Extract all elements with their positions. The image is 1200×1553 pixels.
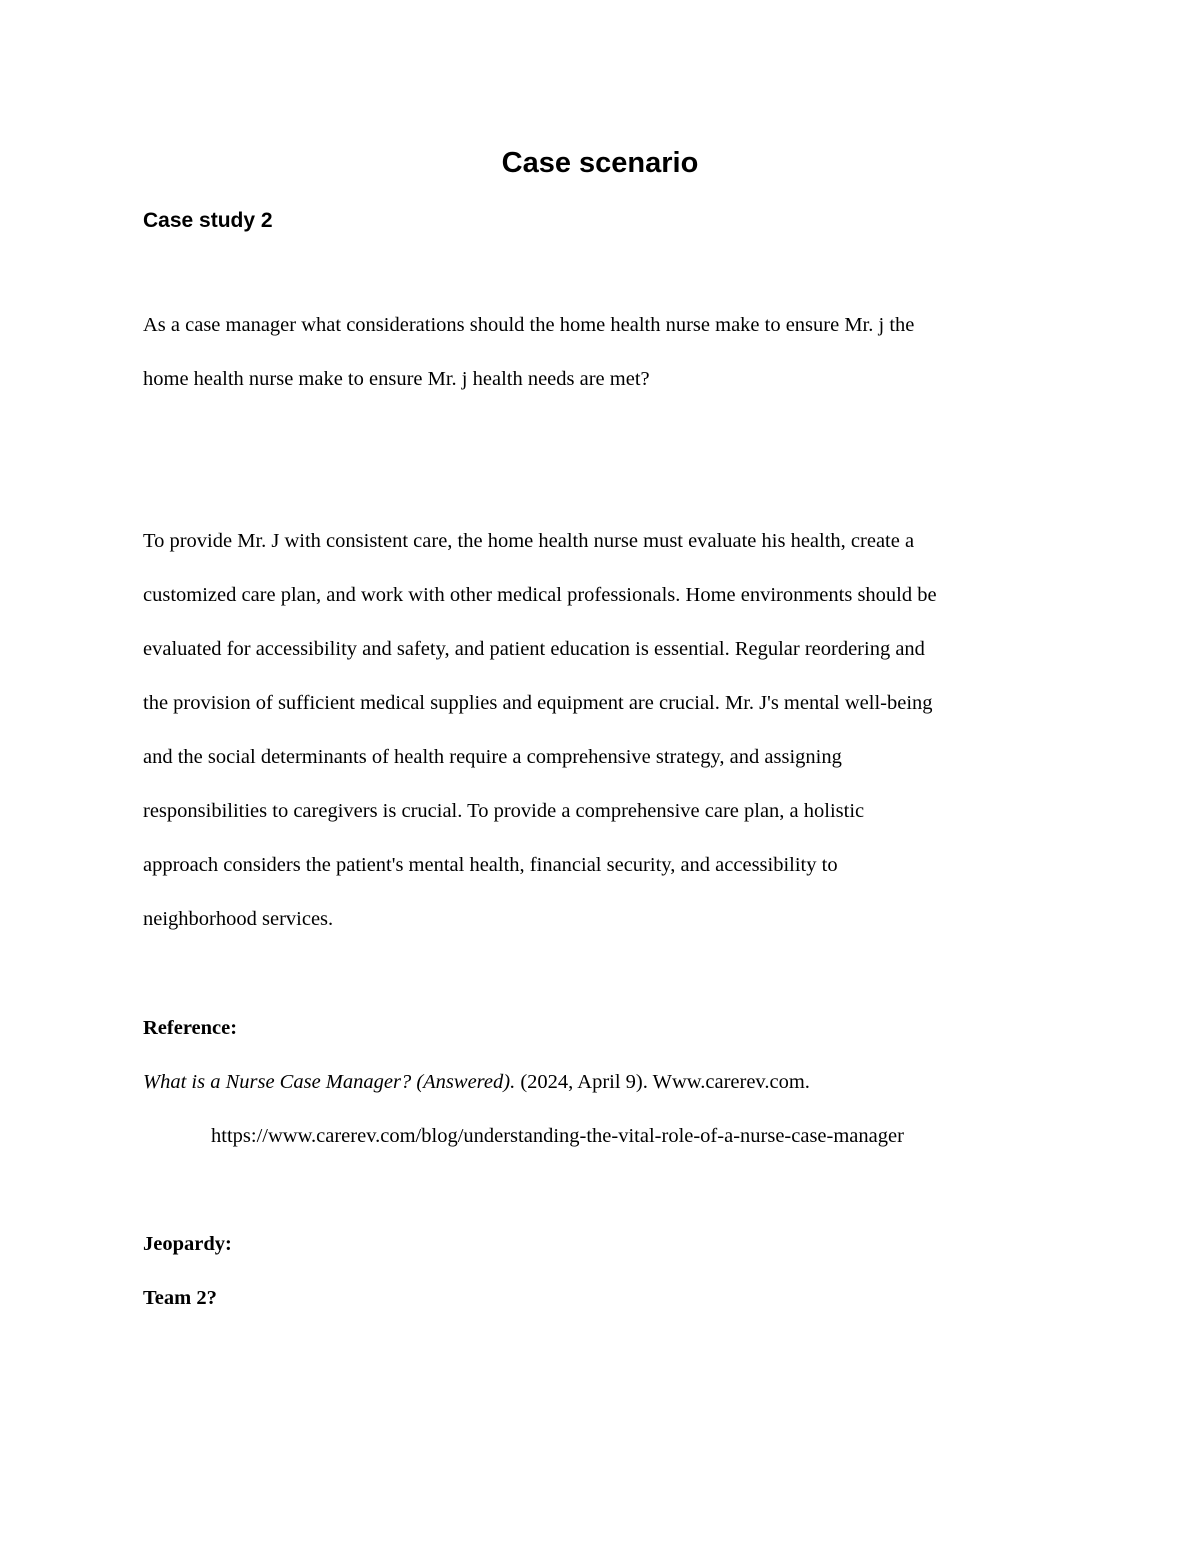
reference-citation <box>143 1055 810 1109</box>
answer-line: approach considers the patient's mental health, financial security, and accessibility to <box>143 854 838 876</box>
answer-line: customized care plan, and work with other medical professionals. Home environments should be <box>143 584 937 606</box>
answer-line: evaluated for accessibility and safety, and patient education is essential. Regular reordering and <box>143 638 925 660</box>
answer-line: responsibilities to caregivers is crucial. To provide a comprehensive care plan, a holistic <box>143 800 865 822</box>
question-line: home health nurse make to ensure Mr. j health needs are met? <box>143 368 650 390</box>
reference-citation-details: (2024, April 9). Www.carerev.com. <box>515 1071 810 1093</box>
reference-work-title: What is a Nurse Case Manager? (Answered). <box>143 1071 516 1093</box>
team-label: Team 2? <box>143 1287 217 1309</box>
answer-line: To provide Mr. J with consistent care, the home health nurse must evaluate his health, create a <box>143 530 915 552</box>
reference-url: https://www.carerev.com/blog/understanding-the-vital-role-of-a-nurse-case-manager <box>211 1125 904 1147</box>
answer-paragraph <box>143 514 1058 946</box>
case-study-heading: Case study 2 <box>143 209 273 232</box>
answer-line: and the social determinants of health require a comprehensive strategy, and assigning <box>143 746 842 768</box>
question-line: As a case manager what considerations should the home health nurse make to ensure Mr. j the <box>143 314 915 336</box>
answer-line: the provision of sufficient medical supplies and equipment are crucial. Mr. J's mental well-being <box>143 692 933 714</box>
page-title: Case scenario <box>501 147 699 179</box>
jeopardy-label: Jeopardy: <box>143 1233 232 1255</box>
question-paragraph <box>143 298 1058 406</box>
reference-heading: Reference: <box>143 1017 238 1039</box>
answer-line: neighborhood services. <box>143 908 334 930</box>
